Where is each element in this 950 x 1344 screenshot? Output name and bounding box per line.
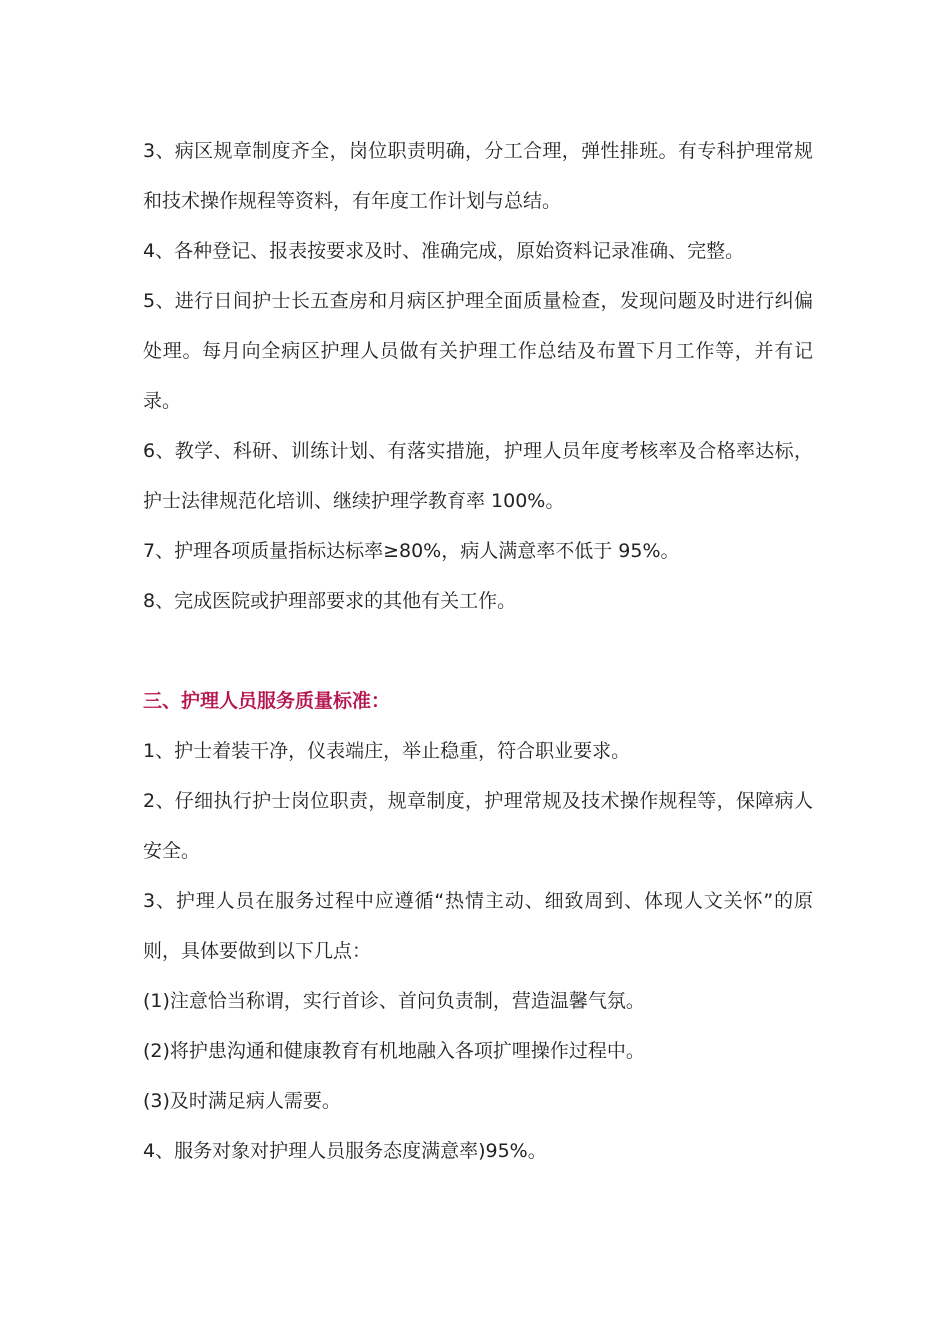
section-three-item-1: 1、护士着装干净，仪表端庄，举止稳重，符合职业要求。 <box>143 740 631 762</box>
section-two-item-6: 6、教学、科研、训练计划、有落实措施，护理人员年度考核率及合格率达标，护士法律规范化培训、继续护理学教育率 100%。 <box>143 440 813 512</box>
section-three-item-2: 2、仔细执行护士岗位职责，规章制度，护理常规及技术操作规程等，保障病人安全。 <box>143 790 813 862</box>
section-two-item-4: 4、各种登记、报表按要求及时、准确完成，原始资料记录准确、完整。 <box>143 240 745 262</box>
section-three-subitem-3: (3)及时满足病人需要。 <box>143 1090 341 1112</box>
section-three-item-3: 3、护理人员在服务过程中应遵循“热情主动、细致周到、体现人文关怀”的原则，具体要做到以下几点： <box>143 890 813 962</box>
section-two-item-8: 8、完成医院或护理部要求的其他有关工作。 <box>143 590 517 612</box>
section-two-item-7: 7、护理各项质量指标达标率≥80%，病人满意率不低于 95%。 <box>143 540 680 562</box>
section-two-item-3: 3、病区规章制度齐全，岗位职责明确，分工合理，弹性排班。有专科护理常规和技术操作规程等资料，有年度工作计划与总结。 <box>143 140 813 212</box>
section-three-subitem-2: (2)将护患沟通和健康教育有机地融入各项扩哩操作过程中。 <box>143 1040 645 1062</box>
section-three-heading: 三、护理人员服务质量标准： <box>143 690 391 712</box>
section-three-item-4: 4、服务对象对护理人员服务态度满意率)95%。 <box>143 1140 547 1162</box>
section-gap <box>143 626 813 676</box>
section-three-subitem-1: (1)注意恰当称谓，实行首诊、首问负责制，营造温馨气氛。 <box>143 990 645 1012</box>
document-body <box>143 126 813 1176</box>
section-two-item-5: 5、进行日间护士长五查房和月病区护理全面质量检查，发现问题及时进行纠偏处理。每月向全病区护理人员做有关护理工作总结及布置下月工作等，并有记录。 <box>143 290 813 412</box>
